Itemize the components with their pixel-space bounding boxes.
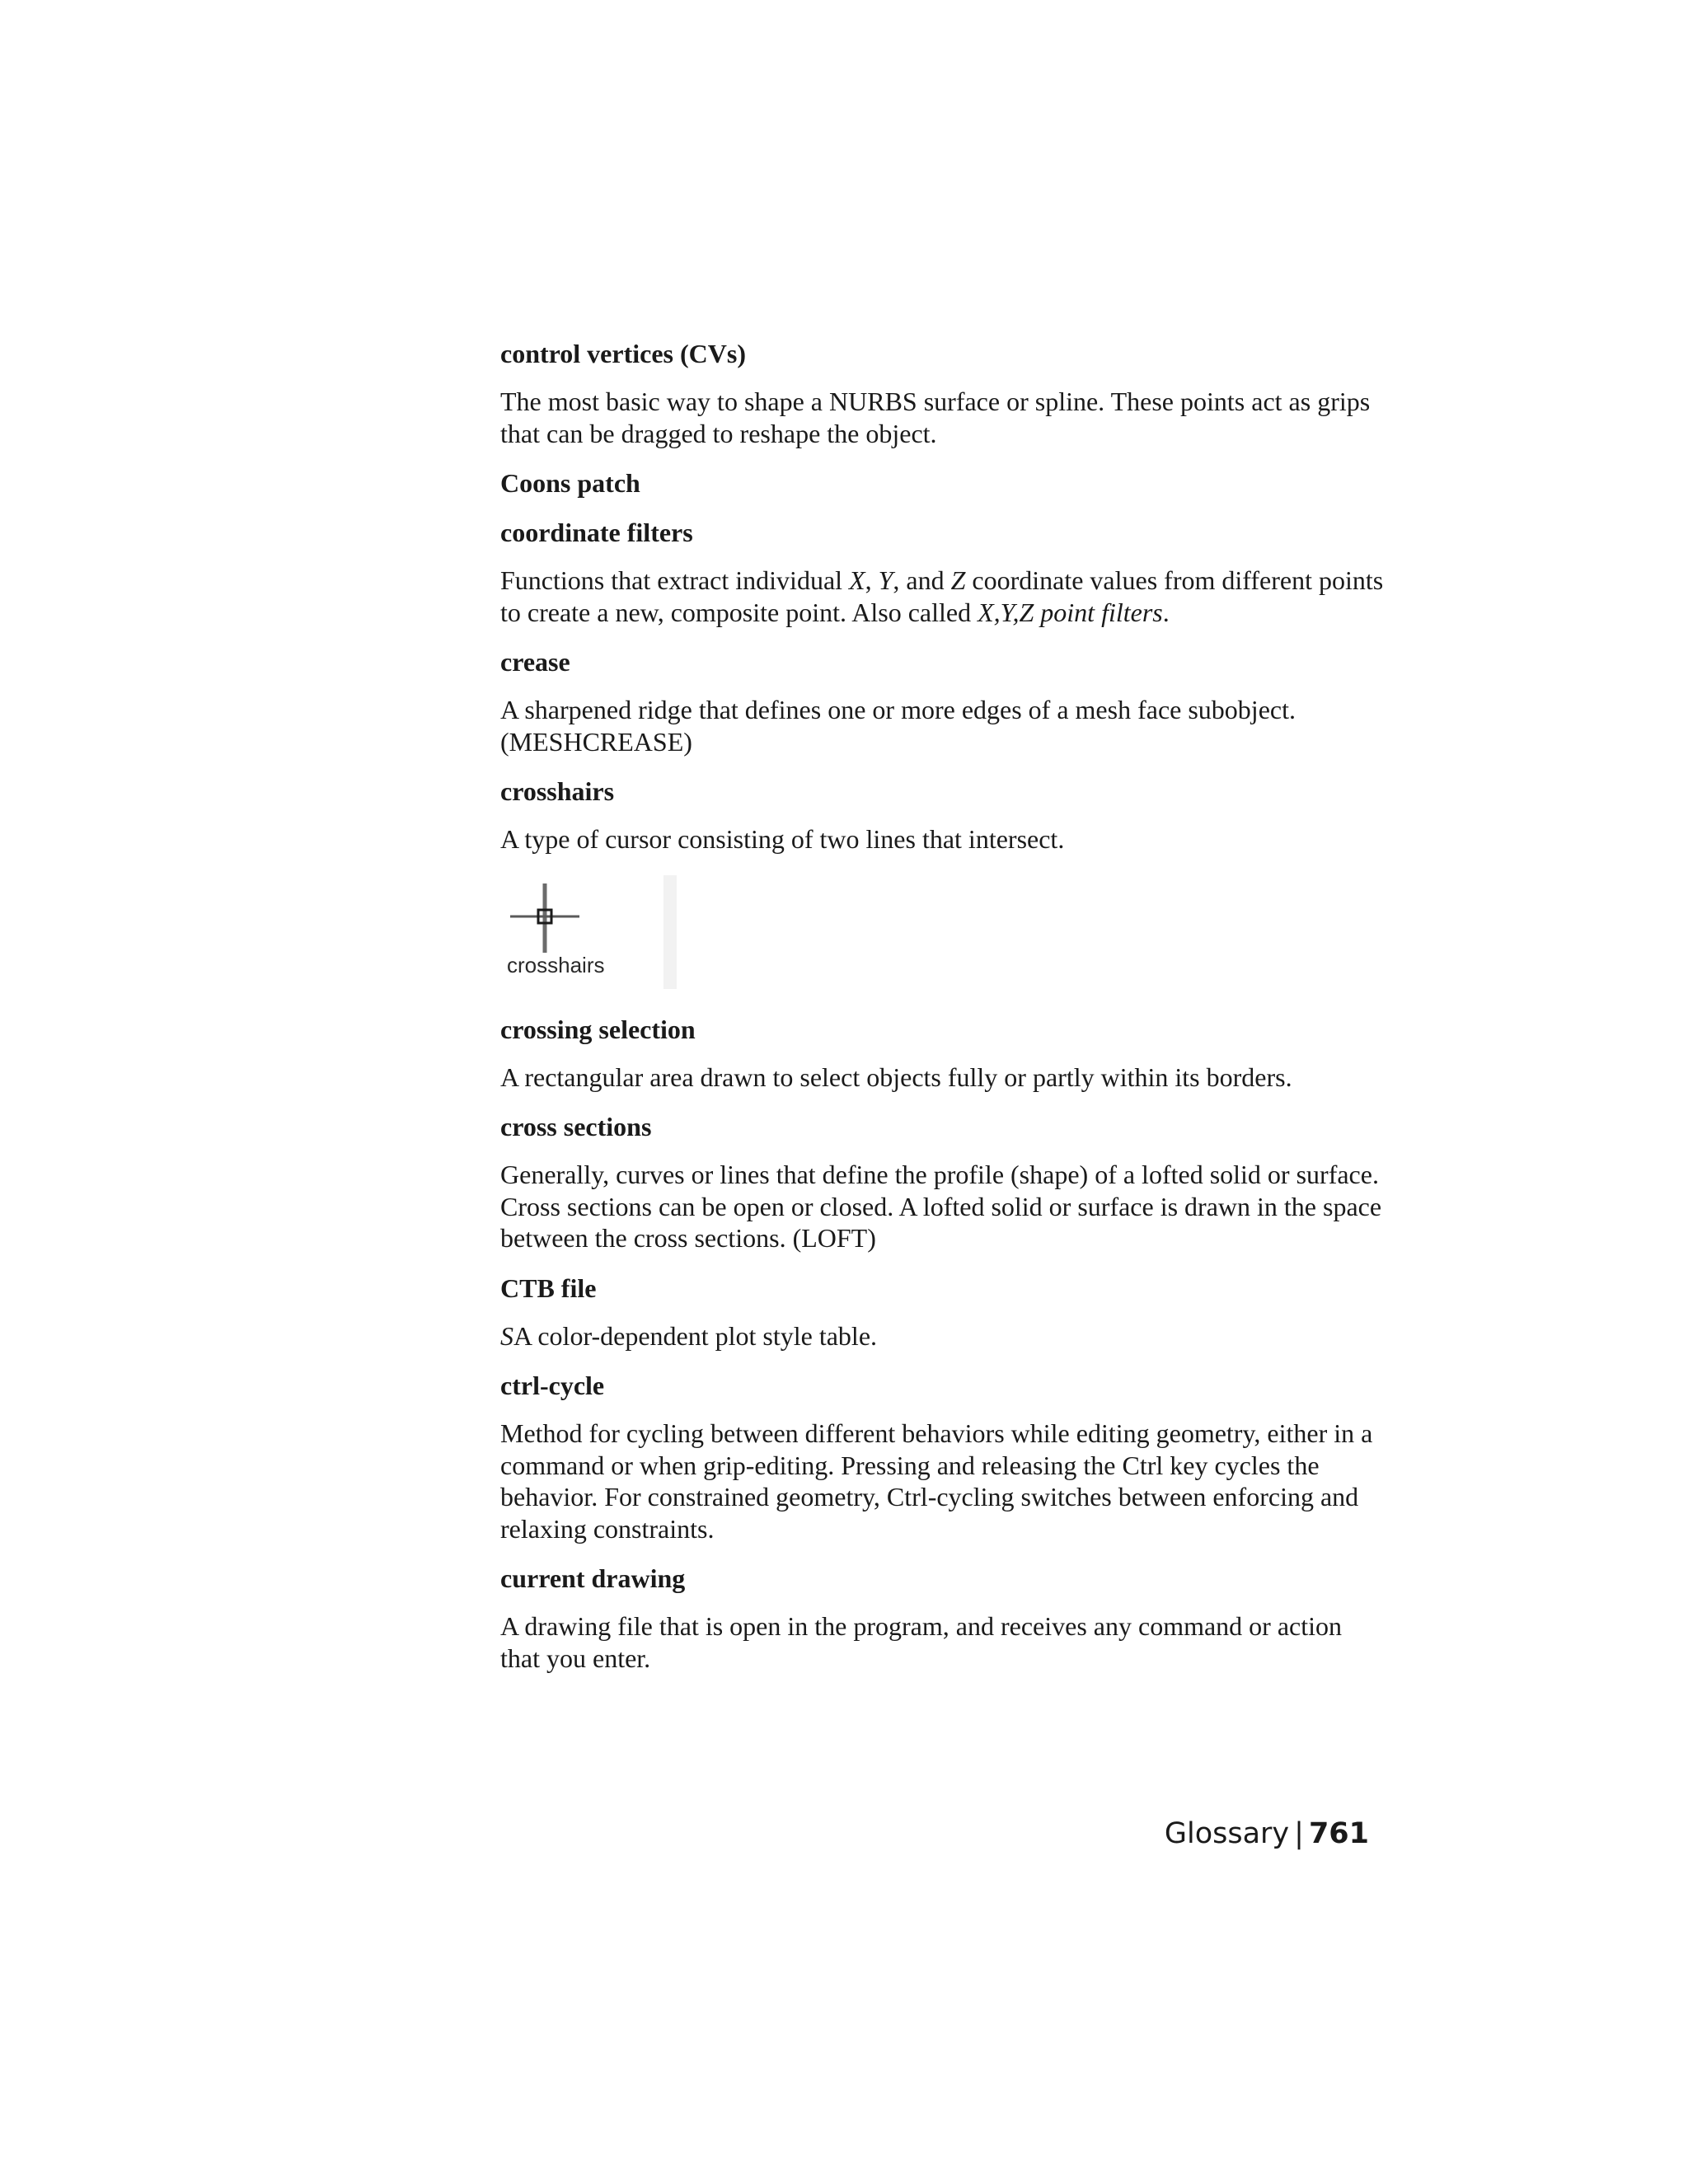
definition-coordinate-filters <box>500 565 1386 628</box>
footer-separator: | <box>1294 1817 1304 1850</box>
definition-crease: A sharpened ridge that defines one or more edges of a mesh face subobject. (MESHCREASE) <box>500 695 1296 757</box>
figure-caption: crosshairs <box>507 952 605 977</box>
definition-crosshairs: A type of cursor consisting of two lines that intersect. <box>500 824 1065 854</box>
figure-edge <box>663 875 677 989</box>
definition-text: , and <box>893 565 951 595</box>
footer-section: Glossary <box>1164 1817 1290 1850</box>
definition-control-vertices: The most basic way to shape a NURBS surface or spline. These points act as grips that can be dragged to reshape the object. <box>500 387 1371 448</box>
page-number: 761 <box>1308 1817 1369 1850</box>
definition-ctrl-cycle: Method for cycling between different behaviors while editing geometry, either in a command or when grip-editing. Pressing and releasing the Ctrl key cycles the behavior. For constrained geometry, Ctrl-cycling switches between enforcing and relaxing constraints. <box>500 1418 1373 1544</box>
definition-text: Functions that extract individual <box>500 565 850 595</box>
term-coordinate-filters: coordinate filters <box>500 518 693 547</box>
term-crosshairs: crosshairs <box>500 776 615 806</box>
also-called-term: X,Y,Z point filters <box>978 597 1163 627</box>
axis-x: X <box>849 565 865 595</box>
definition-text: , <box>865 565 879 595</box>
definition-current-drawing: A drawing file that is open in the program, and receives any command or action that you enter. <box>500 1611 1343 1673</box>
definition-ctb-file <box>500 1320 1386 1352</box>
term-crossing-selection: crossing selection <box>500 1014 696 1044</box>
glossary-entries <box>500 338 1386 1692</box>
crosshair-cursor-icon <box>510 883 579 953</box>
term-cross-sections: cross sections <box>500 1112 652 1141</box>
definition-crossing-selection: A rectangular area drawn to select objects fully or partly within its borders. <box>500 1062 1292 1092</box>
crosshairs-figure <box>500 875 678 989</box>
term-crease: crease <box>500 647 570 677</box>
term-ctb-file: CTB file <box>500 1272 597 1303</box>
definition-text: A color-dependent plot style table. <box>513 1320 878 1351</box>
definition-italic: S <box>500 1320 513 1351</box>
term-control-vertices: control vertices (CVs) <box>500 339 746 368</box>
term-coons-patch: Coons patch <box>500 468 640 498</box>
definition-cross-sections: Generally, curves or lines that define the profile (shape) of a lofted solid or surface. Cross sections can be open or closed. A lofted solid or surface is drawn in the space between the cross sections. (LOFT) <box>500 1160 1382 1253</box>
axis-y: Y <box>878 565 893 595</box>
page-footer <box>1165 1816 1369 1851</box>
definition-text: coordinate values from different points to create a new, composite point. Also called <box>500 565 1384 627</box>
term-current-drawing: current drawing <box>500 1563 686 1593</box>
definition-text: . <box>1162 597 1170 627</box>
term-ctrl-cycle: ctrl-cycle <box>500 1371 605 1400</box>
axis-z: Z <box>950 565 966 595</box>
